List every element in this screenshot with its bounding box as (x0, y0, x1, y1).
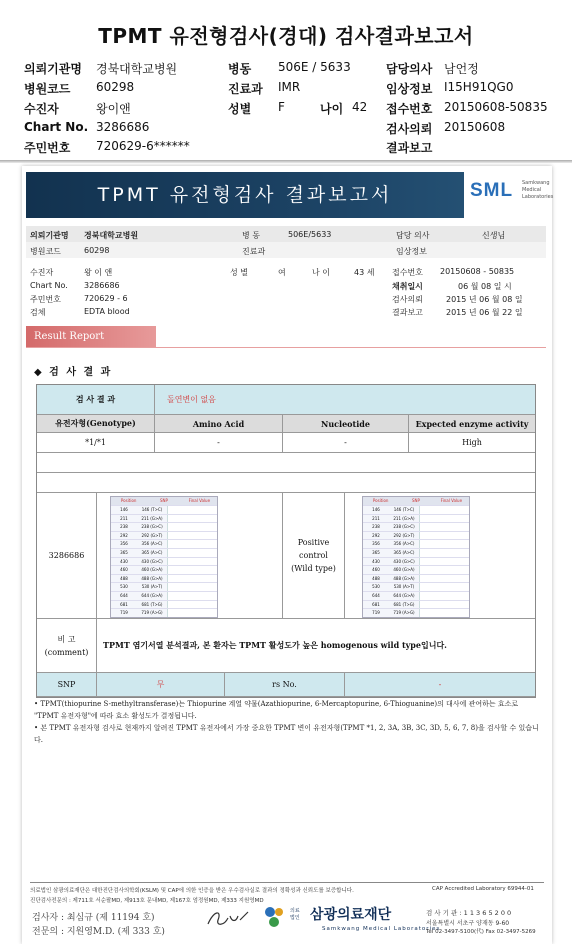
snp-value: 무 (97, 673, 225, 697)
snp-grid-cell: 146 (T>C) (141, 507, 163, 512)
col-nucleotide: Nucleotide (283, 415, 409, 433)
specialist: 전문의 : 지원영M.D. (제 333 호) (32, 927, 165, 937)
result-value-cell: 돌연변이 없음 (155, 385, 535, 415)
doctor-value: 남언정 (444, 62, 479, 76)
snp-grid-cell: 430 (372, 558, 380, 564)
footnote-1: • TPMT(thiopurine S-methyltransferase)는 Thiopurine 계열 약물(Azathiopurine, 6-Mercaptopurine, 6-Thioguanine)의 대사에 관여하는 효소로 "TPMT 유전자형"에 따라 효소 활성도가 결정됩니다. (34, 700, 519, 720)
snp-grid-row (111, 574, 217, 583)
sheet-clinical-label: 임상정보 (396, 247, 427, 256)
footer-divider (30, 882, 544, 883)
result-label-cell: 검 사 결 과 (37, 385, 155, 415)
rs-label: rs No. (225, 673, 345, 697)
snp-grid-cell (419, 592, 469, 600)
snp-grid-cell (167, 592, 217, 600)
sheet-specimen-label: 검체 (30, 308, 46, 317)
snp-grid-row (363, 608, 469, 617)
snp-grid-cell (419, 549, 469, 557)
snp-grid-cell: 681 (T>G) (141, 601, 163, 607)
snp-grid-cell: 238 (G>C) (393, 524, 415, 530)
genotype-value: *1/*1 (37, 433, 155, 453)
footer-fax: Tel 02-3497-5100(代) Fax 02-3497-5269 (426, 929, 536, 935)
snp-grid-cell: 146 (372, 507, 380, 512)
sheet-chart-value: 3286686 (84, 281, 120, 290)
snp-grid-cell (167, 566, 217, 574)
page-title: TPMT 유전형검사(경대) 검사결과보고서 (98, 24, 474, 48)
snp-grid-cell: 460 (G>A) (141, 567, 163, 573)
ward-label: 병동 (228, 62, 252, 76)
snp-grid-cell (419, 583, 469, 591)
snp-grid-cell: 488 (120, 575, 128, 581)
snp-grid-cell: 719 (372, 610, 380, 616)
snp-grid-cell (167, 558, 217, 566)
org-name: 삼광의료재단 (310, 907, 392, 923)
report-label: 결과보고 (386, 141, 433, 155)
patient-value: 왕이앤 (96, 102, 131, 116)
snp-grid-cell: 356 (120, 541, 128, 547)
institution-label: 의뢰기관명 (24, 62, 82, 76)
snp-grid-cell: 356 (A>C) (141, 541, 163, 547)
snp-grid-cell: 530 (120, 584, 128, 590)
snp-grid-row (111, 600, 217, 609)
hospital-code-value: 60298 (96, 80, 135, 94)
org-prefix: 의료 법인 (290, 908, 300, 921)
snp-grid-cell: 430 (120, 558, 128, 564)
snp-grid-row (363, 591, 469, 600)
snp-grid-cell: 430 (G>C) (393, 558, 415, 564)
footer-address: 서울특별시 서초구 양재동 9-60 (426, 920, 510, 927)
snp-grid-cell: 292 (372, 532, 380, 538)
snp-grid-cell: 644 (372, 592, 380, 598)
snp-grid-cell (419, 532, 469, 540)
snp-label: SNP (37, 673, 97, 697)
snp-grid-cell: 365 (120, 549, 128, 555)
snp-grid-cell: 211 (120, 515, 128, 521)
snp-grid-cell: 681 (372, 601, 380, 607)
snp-grid-row (111, 565, 217, 574)
snp-grid-cell: 644 (G>A) (141, 592, 163, 598)
snp-grid-cell: 292 (G>T) (393, 532, 415, 538)
snp-grid-cell: 292 (G>T) (141, 532, 163, 538)
snp-grid-cell: 530 (372, 584, 380, 590)
snp-grid-cell (167, 601, 217, 609)
snp-grid-row (111, 591, 217, 600)
institution-value: 경북대학교병원 (96, 62, 178, 76)
report-sheet (22, 166, 552, 944)
snp-grid-cell: 238 (120, 524, 128, 530)
snp-grid-row (363, 548, 469, 557)
amino-acid-value: - (155, 433, 283, 453)
snp-grid-row (363, 574, 469, 583)
snp-grid-row (363, 514, 469, 523)
snp-grid-cell (419, 558, 469, 566)
control-label-cell: Positive control (Wild type) (283, 493, 345, 619)
snp-grid-cell (167, 532, 217, 540)
snp-grid-row (111, 514, 217, 523)
snp-grid-cell: 460 (372, 567, 380, 573)
rrn-value: 720629-6****** (96, 139, 190, 153)
snp-grid-row (111, 557, 217, 566)
snp-grid-row (363, 582, 469, 591)
receipt-no-label: 접수번호 (386, 102, 433, 116)
comment-label: 비 고 (comment) (37, 619, 97, 673)
sheet-request-value: 2015 년 06 월 08 일 (446, 295, 523, 304)
snp-grid-row (363, 522, 469, 531)
sheet-doctor-label: 담당 의사 (396, 231, 430, 240)
snp-grid-cell: 146 (120, 507, 128, 512)
sample-snp-grid (110, 496, 218, 618)
snp-grid-cell: 430 (G>C) (141, 558, 163, 564)
snp-grid-cell: 460 (120, 567, 128, 573)
empty-row (37, 473, 535, 493)
sheet-report-value: 2015 년 06 월 22 일 (446, 308, 523, 317)
snp-grid-row (111, 531, 217, 540)
snp-grid-cell: 530 (A>T) (141, 584, 163, 590)
sheet-collect-label: 채취일시 (392, 282, 423, 291)
sheet-specimen-value: EDTA blood (84, 307, 130, 316)
department-value: IMR (278, 80, 301, 94)
clinical-info-label: 임상정보 (386, 82, 433, 96)
examiner: 검사자 : 최심규 (제 11194 호) (32, 913, 155, 923)
samkwang-logo-icon (262, 904, 286, 930)
sheet-sex-value: 여 (278, 268, 286, 277)
footer-specialists: 진단검사전문의 : 제711호 서순팔MD, 제913호 문내MD, 제167호 엄정원MD, 제333 지원영MD (30, 898, 264, 904)
snp-grid-row (363, 531, 469, 540)
nucleotide-value: - (283, 433, 409, 453)
age-label: 나이 (320, 102, 344, 116)
chart-value: 3286686 (96, 120, 150, 134)
request-value: 20150608 (444, 120, 506, 134)
snp-grid-cell: 719 (120, 610, 128, 616)
snp-grid-row (363, 600, 469, 609)
snp-grid-cell (167, 506, 217, 514)
sheet-institution-label: 의뢰기관명 (30, 231, 69, 240)
report-banner: TPMT 유전형검사 결과보고서 (26, 172, 464, 218)
snp-grid-cell (167, 549, 217, 557)
sheet-hospital-code-label: 병원코드 (30, 247, 61, 256)
snp-grid-header-cell: Position (120, 498, 137, 503)
sheet-department-label: 진료과 (242, 247, 266, 256)
sheet-age-value: 43 세 (354, 268, 375, 277)
col-enzyme-activity: Expected enzyme activity (409, 415, 535, 433)
rrn-label: 주민번호 (24, 141, 71, 155)
snp-grid-cell (419, 566, 469, 574)
sheet-ward-value: 506E/5633 (288, 230, 332, 239)
header-divider (0, 160, 572, 163)
sheet-ward-label: 병 동 (242, 231, 260, 240)
clinical-info-value: I15H91QG0 (444, 80, 514, 94)
snp-grid-cell (167, 609, 217, 617)
snp-grid-cell (167, 515, 217, 523)
snp-grid-row (363, 565, 469, 574)
receipt-no-value: 20150608-50835 (444, 100, 548, 114)
snp-grid-row (363, 539, 469, 548)
section-title: ◆ 검 사 결 과 (34, 367, 113, 378)
snp-grid-header (111, 497, 217, 505)
sheet-hospital-code-value: 60298 (84, 246, 110, 255)
snp-grid-cell (419, 515, 469, 523)
footer-cap: CAP Accredited Laboratory 69944-01 (432, 886, 534, 892)
snp-grid-cell: 356 (A>C) (393, 541, 415, 547)
sheet-patient-value: 왕 이 앤 (84, 268, 113, 277)
snp-grid-cell: 681 (T>G) (393, 601, 415, 607)
footer-accreditation: 의료법인 삼광의료재단은 대한진단검사의학회(KSLM) 및 CAP에 의한 인증을 받은 우수검사실로 결과의 정확성과 신뢰도를 보증합니다. (30, 888, 354, 894)
col-amino-acid: Amino Acid (155, 415, 283, 433)
comment-text: TPMT 염기서열 분석결과, 본 환자는 TPMT 활성도가 높은 homogenous wild type입니다. (97, 619, 535, 673)
sheet-receipt-value: 20150608 - 50835 (440, 267, 515, 276)
snp-grid-cell: 292 (120, 532, 128, 538)
request-label: 검사의뢰 (386, 122, 433, 136)
sheet-sex-label: 성 별 (230, 268, 248, 277)
org-subtitle: Samkwang Medical Laboratories (322, 926, 441, 932)
doctor-label: 담당의사 (386, 62, 433, 76)
sheet-report-label: 결과보고 (392, 308, 423, 317)
snp-grid-cell: 365 (A>C) (141, 549, 163, 555)
snp-grid-row (111, 539, 217, 548)
snp-grid-cell: 211 (372, 515, 380, 521)
snp-grid-row (111, 548, 217, 557)
enzyme-activity-value: High (409, 433, 535, 453)
snp-grid-cell: 146 (T>C) (393, 507, 415, 512)
sheet-doctor-value: 신생님 (482, 231, 506, 240)
snp-grid-cell: 488 (372, 575, 380, 581)
sml-logo-subtitle: Samkwang Medical Laboratories (522, 180, 554, 200)
snp-grid-cell: 238 (G>C) (141, 524, 163, 530)
snp-grid-cell: 644 (G>A) (393, 592, 415, 598)
sex-label: 성별 (228, 102, 252, 116)
sml-logo (470, 176, 554, 212)
snp-grid-cell (167, 583, 217, 591)
ward-value: 506E / 5633 (278, 60, 351, 74)
sheet-rrn-label: 주민번호 (30, 295, 61, 304)
snp-grid-cell: 488 (G>A) (393, 575, 415, 581)
sample-id-cell: 3286686 (37, 493, 97, 619)
empty-row (37, 453, 535, 473)
snp-grid-cell: 211 (G>A) (141, 515, 163, 521)
sex-value: F (278, 100, 285, 114)
snp-grid-row (111, 522, 217, 531)
snp-grid-cell (167, 523, 217, 531)
chart-label: Chart No. (24, 120, 89, 134)
sheet-chart-label: Chart No. (30, 281, 68, 290)
snp-grid-row (111, 505, 217, 514)
snp-grid-row (111, 608, 217, 617)
snp-grid-cell (419, 540, 469, 548)
snp-grid-cell (419, 609, 469, 617)
snp-grid-cell: 460 (G>A) (393, 567, 415, 573)
snp-grid-row (111, 582, 217, 591)
hospital-code-label: 병원코드 (24, 82, 71, 96)
snp-grid-row (363, 557, 469, 566)
sheet-age-label: 나 이 (312, 268, 330, 277)
footnote-2: • 본 TPMT 유전자형 검사로 현재까지 알려진 TPMT 유전자에서 가장 중요한 TPMT 변이 유전자형(TPMT *1, 2, 3A, 3B, 3C, 3D, 5, 6, 7, 8)을 검사할 수 있습니다. (34, 724, 539, 744)
snp-grid-cell: 488 (G>A) (141, 575, 163, 581)
snp-grid-header-cell: Final Value (440, 498, 463, 503)
snp-grid-cell (419, 575, 469, 583)
snp-grid-header-cell: Final Value (188, 498, 211, 503)
sheet-patient-label: 수진자 (30, 268, 54, 277)
snp-grid-cell: 356 (372, 541, 380, 547)
snp-grid-header-cell: Position (372, 498, 389, 503)
signature (204, 906, 250, 932)
snp-grid-header-cell: SNP (160, 498, 168, 503)
age-value: 42 (352, 100, 368, 114)
snp-grid-cell (419, 523, 469, 531)
sheet-request-label: 검사의뢰 (392, 295, 423, 304)
snp-grid-cell: 719 (A>G) (141, 610, 163, 616)
snp-grid-cell: 238 (372, 524, 380, 530)
snp-grid-cell: 681 (120, 601, 128, 607)
snp-grid-header-cell: SNP (412, 498, 420, 503)
footer-tel: 검 사 기 관 : 1 1 3 6 5 2 0 0 (426, 909, 512, 917)
snp-grid-cell: 644 (120, 592, 128, 598)
snp-grid-cell: 719 (A>G) (393, 610, 415, 616)
snp-grid-cell (167, 540, 217, 548)
snp-grid-cell: 365 (A>C) (393, 549, 415, 555)
sheet-rrn-value: 720629 - 6 (84, 294, 128, 303)
snp-grid-cell: 365 (372, 549, 380, 555)
department-label: 진료과 (228, 82, 263, 96)
sheet-receipt-label: 접수번호 (392, 268, 423, 277)
result-divider (26, 347, 546, 348)
sheet-collect-value: 06 월 08 일 시 (458, 282, 512, 291)
snp-grid-header (363, 497, 469, 505)
control-snp-grid (362, 496, 470, 618)
rs-value: - (345, 673, 535, 697)
sml-logo-text: SML (470, 180, 514, 201)
snp-grid-cell: 211 (G>A) (393, 515, 415, 521)
snp-grid-row (363, 505, 469, 514)
snp-grid-cell: 530 (A>T) (393, 584, 415, 590)
snp-grid-cell (419, 601, 469, 609)
result-report-tab: Result Report (26, 326, 156, 348)
sheet-institution-value: 경북대학교병원 (84, 231, 139, 240)
snp-grid-cell (419, 506, 469, 514)
col-genotype: 유전자형(Genotype) (37, 415, 155, 433)
patient-label: 수진자 (24, 102, 59, 116)
snp-grid-cell (167, 575, 217, 583)
